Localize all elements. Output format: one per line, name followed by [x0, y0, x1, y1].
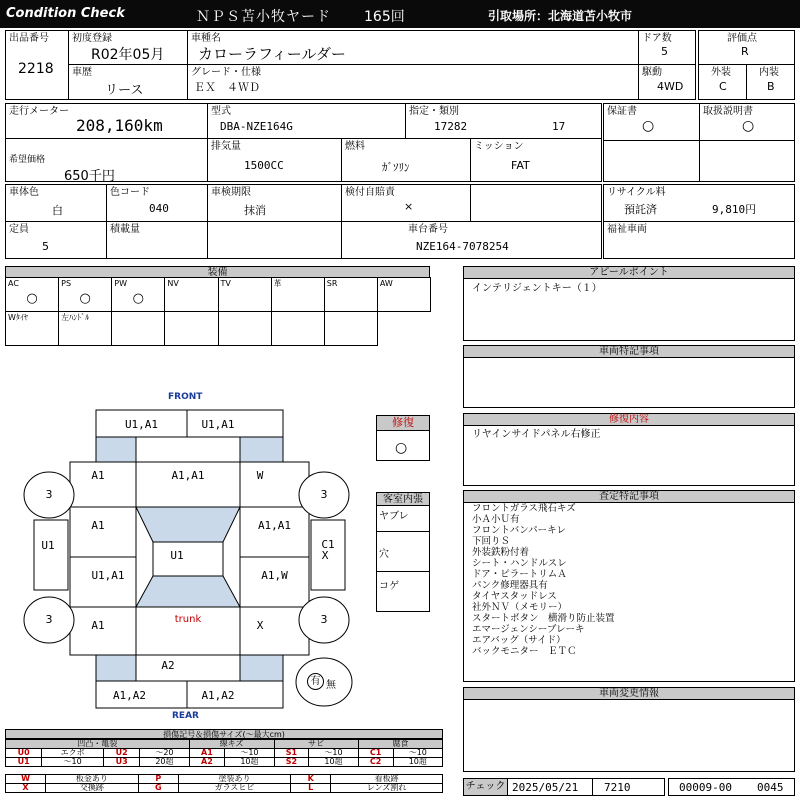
legend-cell: X — [6, 784, 46, 793]
int-value: B — [767, 80, 775, 93]
designation-label: 指定・類別 — [409, 106, 459, 117]
mark-fender-l: A1 — [91, 469, 105, 482]
equipment-mark: ○ — [132, 291, 144, 306]
designation-value: 17282 — [434, 120, 468, 133]
inspection-note-line: エマージェンシーブレーキ — [472, 624, 585, 635]
price-value: 650千円 — [64, 169, 115, 184]
inspection-note-line: フロントガラス飛石キズ — [472, 503, 576, 514]
score-value: R — [741, 45, 749, 58]
recycle-box — [603, 184, 795, 222]
legend-cell: 20超 — [140, 758, 189, 767]
inspection-note-line: 外装鉄粉付着 — [472, 547, 530, 558]
shade-front-right — [240, 437, 283, 462]
legend-cell: G — [138, 784, 178, 793]
mark-hood: A1,A1 — [171, 469, 205, 482]
inspection-note-line: フロントバンパーキレ — [472, 525, 567, 536]
repair-value: ○ — [395, 440, 408, 456]
session-number: 165回 — [364, 9, 405, 25]
legend-cell: S2 — [274, 758, 309, 767]
mark-quarter-l: A1 — [91, 619, 105, 632]
category-value: 17 — [552, 120, 566, 133]
legend-cell: ～10 — [393, 749, 442, 758]
legend-cell: A1 — [189, 749, 225, 758]
footer-ref-box — [668, 778, 795, 796]
legend-cell: 板金あり — [46, 775, 139, 784]
disp-label: 排気量 — [211, 141, 241, 152]
mark-door-rl: U1,A1 — [91, 569, 125, 582]
legend-cell: 10超 — [225, 758, 274, 767]
legend-cell: U0 — [6, 749, 42, 758]
legend-cell: A2 — [189, 758, 225, 767]
ref-num: 0045 — [757, 781, 784, 794]
inspection-note-line: シート・ハンドルスレ — [472, 558, 567, 569]
legend-cell: C2 — [358, 758, 393, 767]
spare-present-circle — [307, 673, 324, 690]
lot-label: 出品番号 — [9, 33, 49, 44]
check-divider — [592, 779, 593, 795]
legend-cell: U2 — [103, 749, 139, 758]
change-info-title: 車両変更情報 — [464, 688, 794, 700]
legend-group-header: 腐食 — [358, 740, 442, 749]
shade-front-left — [96, 437, 136, 462]
first-reg-value: R02年05月 — [91, 47, 165, 63]
legend-cell: ～10 — [225, 749, 274, 758]
legend-cell: ～10 — [309, 749, 358, 758]
tire-rr-tread: 3 — [320, 613, 328, 626]
equipment-label: TV — [220, 279, 231, 288]
fuel-value: ｶﾞｿﾘﾝ — [382, 161, 410, 174]
legend-cell: ～10 — [42, 758, 104, 767]
type-value: DBA-NZE164G — [220, 120, 293, 133]
inspection-note-line: タイヤスタッドレス — [472, 591, 557, 602]
equipment-label: PS — [61, 279, 72, 288]
interior-divider-1 — [377, 531, 429, 532]
equipment-label: 左ﾊﾝﾄﾞﾙ — [61, 313, 90, 322]
mark-quarter-r: X — [256, 619, 264, 632]
inspection-notes-list — [472, 503, 615, 657]
mark-door-rr: A1,W — [261, 569, 288, 582]
liability-label: 検付自賠責 — [345, 187, 395, 198]
equipment-header: 装備 — [5, 266, 430, 278]
legend-group-header: 凹凸・亀裂 — [6, 740, 190, 749]
doors-value: 5 — [661, 45, 668, 58]
legend-group-header: 線キズ — [189, 740, 274, 749]
legend-cell: レンズ割れ — [331, 784, 443, 793]
footer-check-box — [463, 778, 665, 796]
legend-cell: K — [291, 775, 331, 784]
mark-door-fr: A1,A1 — [257, 519, 292, 532]
shade-rear-left — [96, 655, 136, 681]
price-label: 希望価格 — [9, 155, 46, 165]
inspection-value: 抹消 — [244, 204, 266, 217]
check-date: 2025/05/21 — [512, 781, 579, 794]
equipment-label: Wﾀｲﾔ — [8, 313, 28, 322]
color-code-label: 色コード — [110, 187, 150, 198]
liability-box-2 — [470, 184, 602, 222]
mark-rear-right: A1,A2 — [201, 689, 235, 702]
legend-cell: 交換跡 — [46, 784, 139, 793]
legend-group-header: サビ — [274, 740, 358, 749]
chassis-value: NZE164-7078254 — [416, 240, 509, 253]
capacity-label: 定員 — [9, 224, 29, 235]
int-box — [746, 64, 795, 100]
mission-value: FAT — [511, 159, 530, 172]
equipment-label: PW — [114, 279, 127, 288]
legend-cell: ガラスヒビ — [178, 784, 290, 793]
drive-value: 4WD — [657, 80, 684, 93]
appeal-box — [463, 266, 795, 341]
mark-door-fl: A1 — [91, 519, 105, 532]
ext-box — [698, 64, 747, 100]
doors-box — [638, 30, 696, 65]
special-title: 車両特記事項 — [464, 346, 794, 358]
change-info-box — [463, 687, 795, 772]
diagram-front-label: FRONT — [168, 392, 203, 402]
mark-front-left: U1,A1 — [124, 418, 159, 431]
equipment-label: SR — [326, 279, 338, 288]
mark-front-right: U1,A1 — [201, 418, 235, 431]
lot-number: 2218 — [18, 61, 54, 77]
equipment-mark: ○ — [26, 291, 38, 306]
inspection-note-line: 社外ＮＶ（メモリー） — [472, 602, 568, 613]
ext-label: 外装 — [711, 67, 731, 78]
spare-tire — [296, 658, 352, 706]
model-value: カローラフィールダー — [198, 45, 346, 63]
legend-cell: エクボ — [42, 749, 104, 758]
grade-value: ＥＸ ４ＷＤ — [194, 81, 260, 94]
legend-cell: P — [138, 775, 178, 784]
legend-table-2 — [5, 774, 443, 793]
diagram-rear-label: REAR — [172, 711, 199, 721]
load-label: 積載量 — [110, 224, 140, 235]
equipment-label: AW — [379, 279, 393, 288]
interior-item-1: ヤブレ — [379, 511, 409, 522]
warranty-label: 保証書 — [607, 106, 637, 117]
mission-label: ミッション — [474, 141, 524, 152]
warranty-divider — [603, 140, 795, 141]
legend-cell: 塗装あり — [178, 775, 290, 784]
history-value: リース — [105, 83, 144, 98]
inspection-notes-box — [463, 490, 795, 682]
liability-value: × — [404, 200, 414, 213]
repair-box — [376, 415, 430, 461]
chassis-label: 車台番号 — [408, 224, 448, 235]
mileage-value: 208,160km — [76, 116, 163, 135]
inspection-note-line: 下回りＳ — [472, 536, 511, 547]
equipment-mark: ○ — [79, 291, 91, 306]
manual-label: 取扱説明書 — [703, 106, 753, 117]
spare-present-label: 有 — [310, 676, 321, 687]
appeal-text: インテリジェントキー（１） — [472, 283, 602, 294]
welfare-box — [603, 221, 795, 259]
legend-cell: 10超 — [309, 758, 358, 767]
doors-label: ドア数 — [642, 33, 672, 44]
inspection-note-line: バックモニター ＥＴＣ — [472, 646, 577, 657]
legend-title: 損傷記号＆損傷サイズ(～最大cm) — [5, 729, 443, 739]
manual-value: ○ — [742, 118, 755, 134]
interior-divider-2 — [377, 571, 429, 572]
legend-cell: S1 — [274, 749, 309, 758]
legend-cell: 看板跡 — [331, 775, 443, 784]
score-label: 評価点 — [727, 33, 757, 44]
model-label: 車種名 — [191, 33, 221, 44]
manual-box — [699, 103, 795, 182]
score-box — [698, 30, 795, 65]
special-box — [463, 345, 795, 408]
mission-box — [470, 138, 602, 182]
appeal-title: アピールポイント — [464, 267, 794, 279]
inspection-note-line: エアバッグ（サイド） — [472, 635, 566, 646]
interior-box — [376, 492, 430, 612]
ref-code: 00009-00 — [679, 781, 732, 794]
legend-cell: 10超 — [393, 758, 442, 767]
type-label: 型式 — [211, 106, 231, 117]
mileage-label: 走行メーター — [9, 106, 69, 117]
mark-roof: U1 — [170, 549, 184, 562]
grade-label: グレード・仕様 — [191, 67, 261, 78]
drive-label: 駆動 — [642, 67, 662, 78]
mark-side-right-1: C1 — [321, 538, 335, 551]
mark-fender-r: W — [256, 469, 264, 482]
interior-item-2: 穴 — [379, 549, 389, 560]
repair-title: 修復 — [377, 416, 429, 431]
inspection-note-line: 小Ａ小Ｕ有 — [472, 514, 520, 525]
legend-table — [5, 739, 443, 767]
equipment-label: 革 — [273, 279, 282, 288]
mark-side-left: U1 — [41, 539, 55, 552]
first-reg-label: 初度登録 — [72, 33, 112, 44]
warranty-value: ○ — [642, 118, 655, 134]
history-label: 車歴 — [72, 67, 92, 78]
inspection-notes-title: 査定特記事項 — [464, 491, 794, 503]
legend-cell: ～20 — [140, 749, 189, 758]
legend-cell: L — [291, 784, 331, 793]
legend-cell: C1 — [358, 749, 393, 758]
recycle-status: 預託済 — [624, 203, 657, 216]
inspection-label: 車検期限 — [211, 187, 251, 198]
inspection-note-line: ドア・ピラートリムＡ — [472, 569, 567, 580]
recycle-amount: 9,810円 — [712, 203, 757, 216]
legend-cell: U1 — [6, 758, 42, 767]
color-label: 車体色 — [9, 187, 39, 198]
mark-side-right-2: X — [321, 549, 329, 562]
shade-rear-right — [240, 655, 283, 681]
interior-title: 客室内張 — [377, 493, 429, 506]
inspection-note-line: パンク修理器具有 — [472, 580, 548, 591]
mark-rear-left: A1,A2 — [112, 689, 147, 702]
welfare-label: 福祉車両 — [607, 224, 647, 235]
repair-content-text: リヤインサイドパネル右修正 — [472, 429, 601, 440]
pickup-location: 引取場所：北海道苫小牧市 — [488, 9, 633, 23]
repair-content-box — [463, 413, 795, 486]
equipment-label: AC — [8, 279, 19, 288]
legend-cell: W — [6, 775, 46, 784]
warranty-box — [603, 103, 700, 182]
tire-fl-tread: 3 — [45, 488, 53, 501]
tire-rl-tread: 3 — [45, 613, 53, 626]
recycle-label: リサイクル料 — [607, 187, 666, 198]
shade-windshield — [136, 507, 240, 542]
fuel-label: 燃料 — [345, 141, 365, 152]
ext-value: C — [719, 80, 727, 93]
legend-cell: U3 — [103, 758, 139, 767]
color-value: 白 — [52, 204, 63, 217]
inspection-note-line: スタートボタン 横滑り防止装置 — [472, 613, 615, 624]
repair-content-title: 修復内容 — [464, 414, 794, 426]
shade-rear-window — [136, 576, 240, 607]
trunk-label: trunk — [174, 614, 202, 625]
mark-rear-bumper-top: A2 — [161, 659, 175, 672]
left-sill — [34, 520, 68, 590]
check-code: 7210 — [604, 781, 631, 794]
color-code-value: 040 — [149, 202, 169, 215]
auction-name: ＮＰＳ苫小牧ヤード — [196, 9, 331, 25]
tire-fr-tread: 3 — [320, 488, 328, 501]
capacity-value: 5 — [42, 240, 49, 253]
disp-value: 1500CC — [244, 159, 284, 172]
brand-title: Condition Check — [6, 6, 125, 21]
drive-box — [638, 64, 696, 100]
interior-item-3: コゲ — [379, 581, 399, 592]
check-label: チェック — [464, 779, 508, 795]
int-label: 内装 — [759, 67, 779, 78]
equipment-label: NV — [167, 279, 179, 288]
spare-none-label: 無 — [326, 680, 336, 691]
